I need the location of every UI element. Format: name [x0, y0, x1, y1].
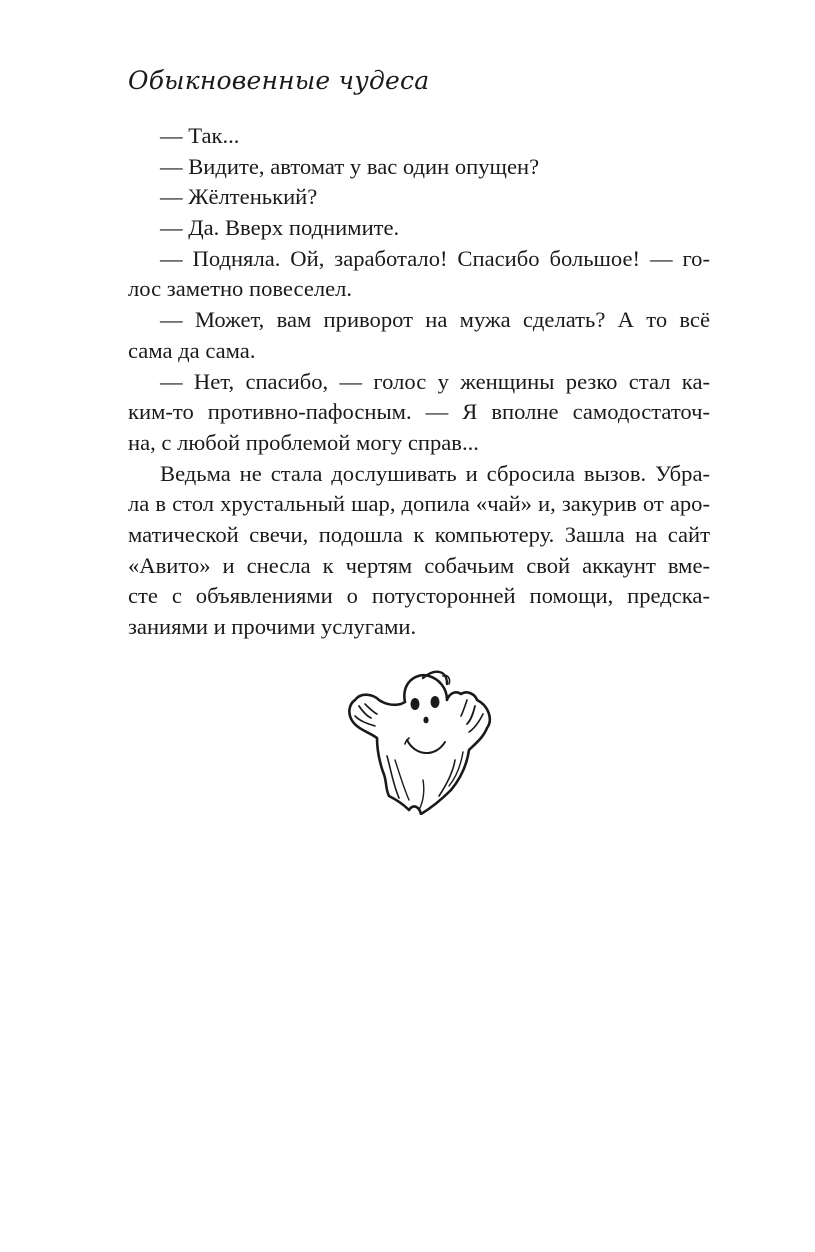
- page-text: [128, 121, 710, 643]
- ghost-icon: [343, 660, 495, 815]
- text-line: лос заметно повеселел.: [128, 276, 353, 302]
- text-line: — Может, вам приворот на мужа сделать? А то всё: [160, 307, 710, 333]
- text-line: матической свечи, подошла к компьютеру. Зашла на сайт: [128, 521, 710, 547]
- text-line: Ведьма не стала дослушивать и сбросила вызов. Убра-: [160, 460, 710, 486]
- text-line: — Видите, автомат у вас один опущен?: [160, 153, 540, 179]
- text-line: — Подняла. Ой, заработало! Спасибо большое! — го-: [160, 245, 710, 271]
- text-line: — Так...: [160, 123, 240, 148]
- text-line: ла в стол хрустальный шар, допила «чай» и, закурив от аро-: [128, 491, 710, 517]
- text-line: — Нет, спасибо, — голос у женщины резко стал ка-: [160, 368, 710, 394]
- text-line: ким-то противно-пафосным. — Я вполне самодостаточ-: [128, 399, 710, 425]
- text-line: сама да сама.: [128, 337, 256, 363]
- running-title: Обыкновенные чудеса: [128, 66, 430, 95]
- text-line: заниями и прочими услугами.: [128, 614, 417, 639]
- text-line: на, с любой проблемой могу справ...: [128, 429, 479, 455]
- text-line: — Да. Вверх поднимите.: [160, 215, 400, 241]
- text-line: «Авито» и снесла к чертям собачьим свой аккаунт вме-: [128, 552, 710, 578]
- text-line: сте с объявлениями о потусторонней помощи, предска-: [128, 583, 710, 609]
- text-line: — Жёлтенький?: [160, 184, 318, 210]
